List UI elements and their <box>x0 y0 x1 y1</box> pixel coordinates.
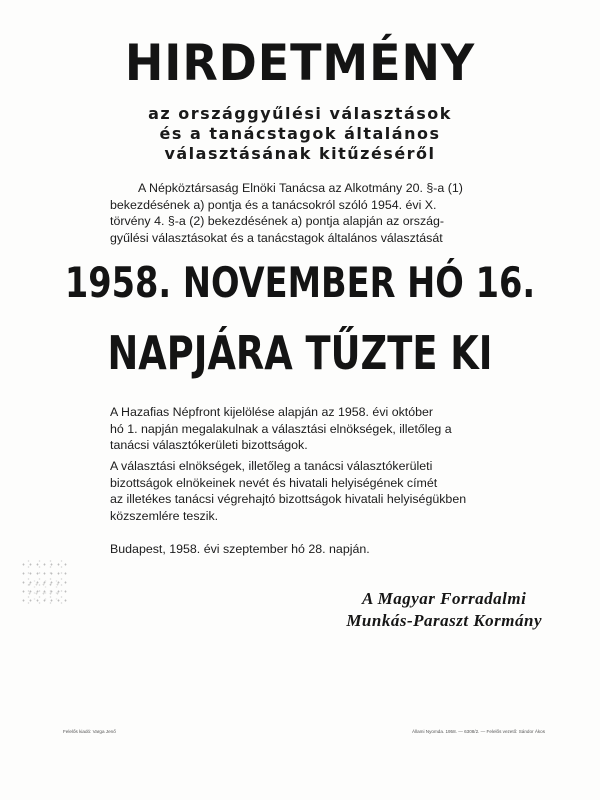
body-line: hó 1. napján megalakulnak a választási elnökségek, illetőleg a <box>110 421 452 436</box>
print-speckle-left-lower <box>26 580 60 600</box>
signature-line: A Magyar Forradalmi <box>361 589 527 608</box>
body-line: az illetékes tanácsi végrehajtó bizottságok hivatali helyiségükben <box>110 492 467 506</box>
body-line: A választási elnökségek, illetőleg a tanácsi választókerületi <box>110 459 433 473</box>
poster-subtitle <box>0 104 600 164</box>
body-paragraph-1 <box>110 404 505 454</box>
subtitle-line: választásának kitűzéséről <box>164 144 436 163</box>
intro-line: bekezdésének a) pontja és a tanácsokról szóló 1954. évi X. <box>110 197 437 212</box>
headline-date: 1958. NOVEMBER HÓ 16. <box>64 258 536 307</box>
body-line: bizottságok elnökeinek nevét és hivatali helyiségének címét <box>110 475 438 490</box>
intro-line: gyűlési választásokat és a tanácstagok általános választását <box>110 230 443 245</box>
signature-block <box>346 588 542 632</box>
headline-action: NAPJÁRA TŰZTE KI <box>107 326 493 380</box>
body-line: A Hazafias Népfront kijelölése alapján az 1958. évi október <box>110 405 434 419</box>
body-line: tanácsi választókerületi bizottságok. <box>110 438 308 452</box>
subtitle-line: és a tanácstagok általános <box>159 124 441 143</box>
footer-publisher: Felelős kiadó: Varga Jenő <box>63 729 116 734</box>
intro-paragraph <box>110 180 505 246</box>
subtitle-line: az országgyűlési választások <box>148 104 452 123</box>
place-and-date: Budapest, 1958. évi szeptember hó 28. napján. <box>110 542 370 556</box>
footer-printer: Állami Nyomda. 1958. — 6308/2. — Felelős vezető: Sándor Ákos <box>412 729 546 734</box>
intro-line: A Népköztársaság Elnöki Tanácsa az Alkotmány 20. §-a (1) <box>138 181 463 195</box>
body-line: közszemlére teszik. <box>110 508 219 523</box>
body-paragraph-2 <box>110 458 505 524</box>
poster-title: HIRDETMÉNY <box>124 34 476 92</box>
intro-line: törvény 4. §-a (2) bekezdésének a) pontja alapján az ország- <box>110 214 445 228</box>
signature-line: Munkás-Paraszt Kormány <box>346 611 542 630</box>
